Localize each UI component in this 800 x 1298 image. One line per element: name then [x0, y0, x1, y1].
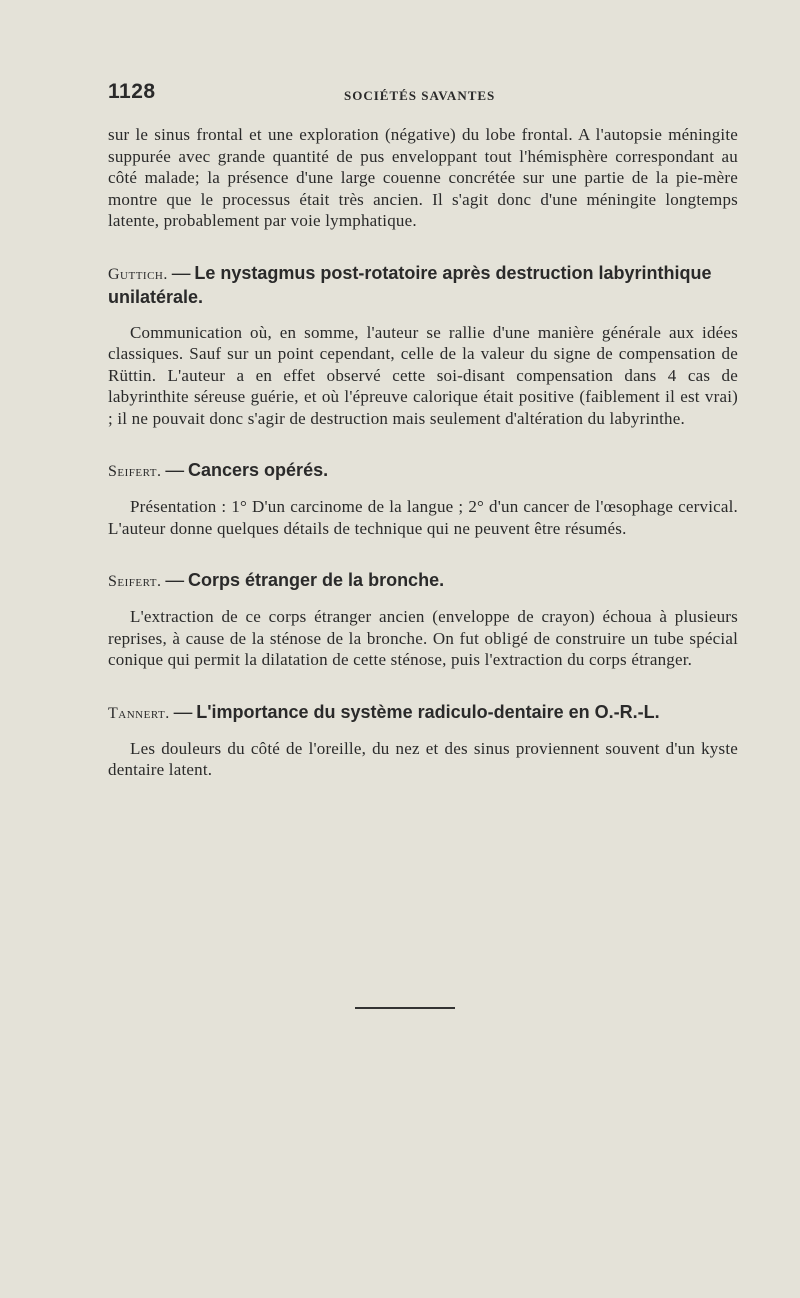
section-dash: —: [173, 702, 193, 723]
running-head: SOCIÉTÉS SAVANTES: [344, 88, 496, 103]
section-title: Cancers opérés.: [188, 460, 329, 480]
section-guttich: [108, 262, 738, 430]
section-title: Le nystagmus post-rotatoire après destruction labyrinthique unilatérale.: [108, 262, 712, 307]
section-dash: —: [171, 263, 191, 284]
section-heading: [108, 701, 738, 725]
section-title: L'importance du système radiculo-dentaire en O.-R.-L.: [196, 701, 660, 722]
section-body: Communication où, en somme, l'auteur se rallie d'une manière générale aux idées classiques. Sauf sur un point cependant, celle de la valeur du signe de compensation de Rüttin. L'auteur a en effet observé cette soi-disant compensation dans 4 cas de labyrinthite séreuse guérie, et où l'épreuve calorique était positive (faiblement il est vrai) ; il ne pouvait donc s'agir de destruction mais seulement d'altération du labyrinthe.: [108, 322, 738, 428]
page-header: [108, 80, 738, 110]
end-rule: [355, 1007, 455, 1009]
section-tannert: [108, 701, 738, 781]
page-content: [108, 124, 738, 781]
section-seifert-bronche: [108, 569, 738, 671]
section-title: Corps étranger de la bronche.: [188, 570, 445, 590]
section-author: Tannert.: [108, 704, 170, 722]
section-author: Seifert.: [108, 463, 162, 480]
section-author: Seifert.: [108, 573, 162, 590]
section-dash: —: [165, 571, 185, 591]
intro-paragraph: sur le sinus frontal et une exploration (négative) du lobe frontal. A l'autopsie méningite suppurée avec grande quantité de pus enveloppant tout l'hémisphère correspondant au côté malade; la présence d'une large couenne concrétée sur une partie de la pie-mère montre que le processus était très ancien. Il s'agit donc d'une méningite longtemps latente, probablement par voie lymphatique.: [108, 125, 738, 230]
section-dash: —: [165, 461, 185, 481]
section-heading: [108, 569, 738, 593]
section-author: Guttich.: [108, 265, 168, 283]
section-body: L'extraction de ce corps étranger ancien (enveloppe de crayon) échoua à plusieurs reprises, à cause de la sténose de la bronche. On fut obligé de construire un tube spécial conique qui permit la dilatation de cette sténose, puis l'extraction du corps étranger.: [108, 607, 738, 669]
section-heading: [108, 459, 738, 483]
page-number: 1128: [108, 80, 156, 103]
section-body: Les douleurs du côté de l'oreille, du nez et des sinus proviennent souvent d'un kyste dentaire latent.: [108, 738, 738, 779]
section-heading: [108, 262, 738, 309]
section-body: Présentation : 1° D'un carcinome de la langue ; 2° d'un cancer de l'œsophage cervical. L'auteur donne quelques détails de technique qui ne peuvent être résumés.: [108, 497, 738, 538]
section-seifert-cancers: [108, 459, 738, 539]
